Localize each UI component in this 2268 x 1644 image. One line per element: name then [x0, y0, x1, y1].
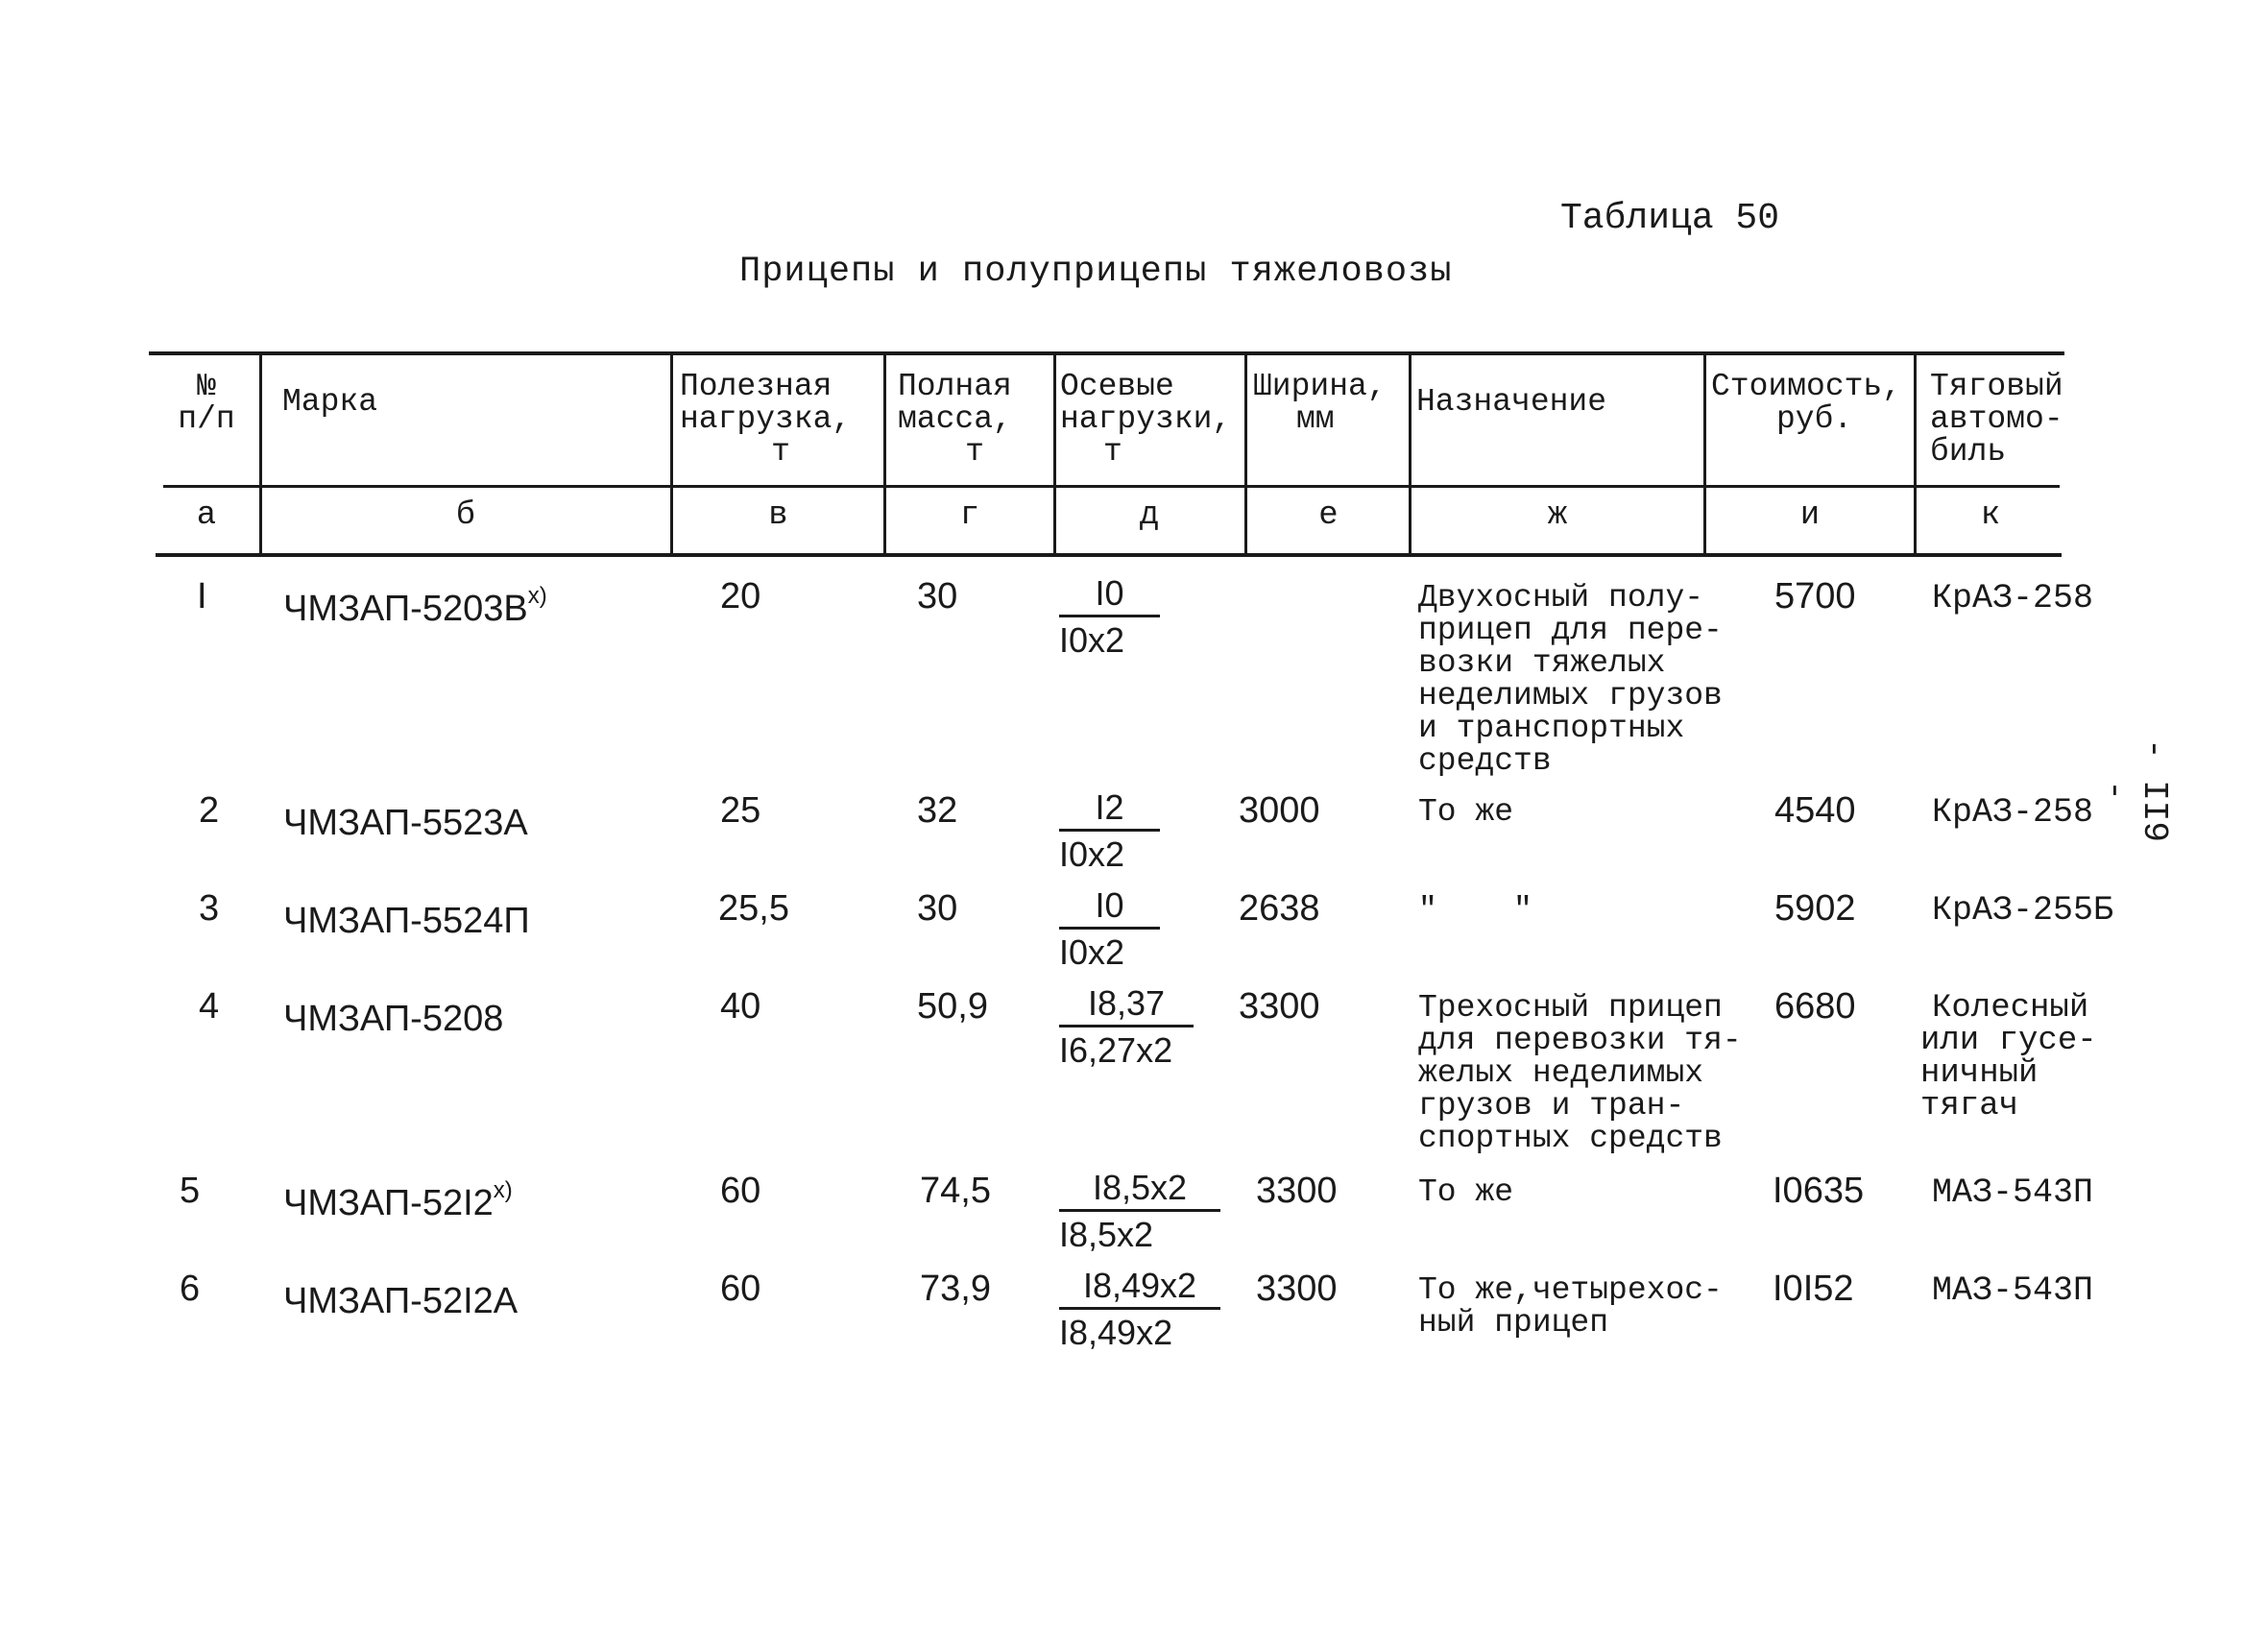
header-axle: Осевые нагрузки, т: [1060, 369, 1232, 470]
col-divider: [1409, 351, 1411, 555]
row-axle-bottom: I6,27x2: [1059, 1030, 1173, 1070]
row-axle-fraction: [1059, 788, 1160, 878]
col-divider: [1053, 351, 1056, 555]
col-divider: [259, 351, 262, 555]
row-no: 2: [199, 790, 220, 831]
row-mass: 73,9: [920, 1269, 991, 1309]
row-axle-bottom: I0x2: [1059, 834, 1125, 874]
header-payload: Полезная нагрузка, т: [680, 369, 852, 470]
column-letter: и: [1799, 497, 1821, 534]
row-no: 5: [180, 1171, 201, 1211]
column-letter: б: [455, 497, 476, 534]
header-brand: Марка: [282, 384, 378, 420]
column-letter: д: [1139, 497, 1160, 534]
col-divider: [670, 351, 673, 555]
row-mass: 30: [917, 576, 958, 616]
header-width: Ширина, мм: [1253, 369, 1387, 437]
column-letter: в: [768, 497, 788, 534]
row-axle-bottom: I0x2: [1059, 620, 1125, 660]
row-brand: ЧМЗАП-$5203В^{x)}$: [283, 583, 547, 629]
row-tractor: КрАЗ-258: [1932, 579, 2094, 617]
row-cost: I0I52: [1773, 1269, 1854, 1309]
row-cost: I0635: [1773, 1171, 1865, 1211]
row-brand: ЧМЗАП-5208: [283, 999, 504, 1039]
row-payload: 20: [720, 576, 761, 616]
row-axle-fraction: [1059, 886, 1160, 976]
row-axle-bottom: I0x2: [1059, 932, 1125, 972]
row-axle-top: I2: [1059, 788, 1160, 832]
row-brand: ЧМЗАП-5524П: [283, 901, 530, 941]
column-letter: к: [1980, 497, 2001, 534]
row-axle-bottom: I8,5x2: [1059, 1215, 1154, 1254]
row-cost: 4540: [1774, 790, 1856, 831]
row-no: 6: [180, 1269, 201, 1309]
row-axle-fraction: [1059, 1169, 1220, 1258]
row-payload: 25,5: [718, 888, 789, 929]
row-width: 3300: [1239, 986, 1320, 1027]
row-axle-fraction: [1059, 1267, 1220, 1356]
header-no: № п/п: [178, 369, 235, 437]
row-axle-top: I8,5x2: [1059, 1169, 1220, 1212]
column-letter: ж: [1547, 497, 1568, 534]
top-rule: [149, 351, 2064, 355]
row-tractor: МАЗ-543П: [1932, 1173, 2094, 1212]
row-brand: ЧМЗАП-52I2А: [283, 1281, 519, 1321]
page-number: - II9 -: [2095, 737, 2174, 843]
table-label: Таблица 50: [1560, 198, 1780, 239]
row-tractor: КрАЗ-258: [1932, 793, 2094, 832]
row-no: 3: [199, 888, 220, 929]
column-letter: г: [959, 497, 980, 534]
row-cost: 6680: [1774, 986, 1856, 1027]
row-width: 3300: [1256, 1171, 1338, 1211]
row-axle-bottom: I8,49x2: [1059, 1313, 1173, 1352]
row-brand: ЧМЗАП-5523А: [283, 803, 528, 843]
column-letter: а: [196, 497, 217, 534]
row-tractor: Колесный или гусе- ничный тягач: [1920, 990, 2097, 1124]
col-divider: [1703, 351, 1706, 555]
row-brand-mark: x): [493, 1177, 513, 1203]
row-axle-fraction: [1059, 984, 1194, 1074]
row-width: 3300: [1256, 1269, 1338, 1309]
row-tractor: КрАЗ-255Б: [1932, 891, 2114, 930]
row-brand: ЧМЗАП-52I2$^{x)}$: [283, 1177, 513, 1223]
row-axle-top: I8,37: [1059, 984, 1194, 1028]
letter-rule: [156, 553, 2062, 557]
row-width: 3000: [1239, 790, 1320, 831]
row-no: 4: [199, 986, 220, 1027]
col-divider: [1244, 351, 1247, 555]
row-mass: 32: [917, 790, 958, 831]
row-brand-mark: x): [527, 583, 547, 609]
col-divider: [883, 351, 886, 555]
row-mass: 30: [917, 888, 958, 929]
row-payload: 60: [720, 1269, 761, 1309]
row-purpose: " ": [1418, 892, 1532, 928]
row-purpose: Трехосный прицеп для перевозки тя- желых неделимых грузов и тран- спортных средств: [1418, 990, 1742, 1156]
col-divider: [1914, 351, 1917, 555]
row-axle-top: I0: [1059, 886, 1160, 930]
row-purpose: То же,четырехос- ный прицеп: [1418, 1272, 1723, 1341]
row-no: I: [197, 576, 207, 616]
table-title: Прицепы и полуприцепы тяжеловозы: [739, 252, 1453, 292]
header-cost: Стоимость, руб.: [1711, 369, 1902, 437]
row-tractor: МАЗ-543П: [1932, 1271, 2094, 1310]
row-mass: 50,9: [917, 986, 988, 1027]
row-payload: 25: [720, 790, 761, 831]
row-width: 2638: [1239, 888, 1320, 929]
row-purpose: То же: [1418, 794, 1514, 830]
row-mass: 74,5: [920, 1171, 991, 1211]
header-rule: [163, 485, 2060, 488]
header-tractor: Тяговый автомо- биль: [1930, 369, 2063, 470]
row-axle-fraction: [1059, 574, 1160, 664]
row-cost: 5700: [1774, 576, 1856, 616]
row-cost: 5902: [1774, 888, 1856, 929]
row-payload: 60: [720, 1171, 761, 1211]
row-axle-top: I8,49x2: [1059, 1267, 1220, 1310]
row-payload: 40: [720, 986, 761, 1027]
header-mass: Полная масса, т: [898, 369, 1012, 470]
row-axle-top: I0: [1059, 574, 1160, 617]
header-purpose: Назначение: [1416, 384, 1607, 420]
row-purpose: То же: [1418, 1174, 1514, 1210]
column-letter: е: [1318, 497, 1339, 534]
row-purpose: Двухосный полу- прицеп для пере- возки тяжелых неделимых грузов и транспортных средств: [1418, 580, 1723, 779]
